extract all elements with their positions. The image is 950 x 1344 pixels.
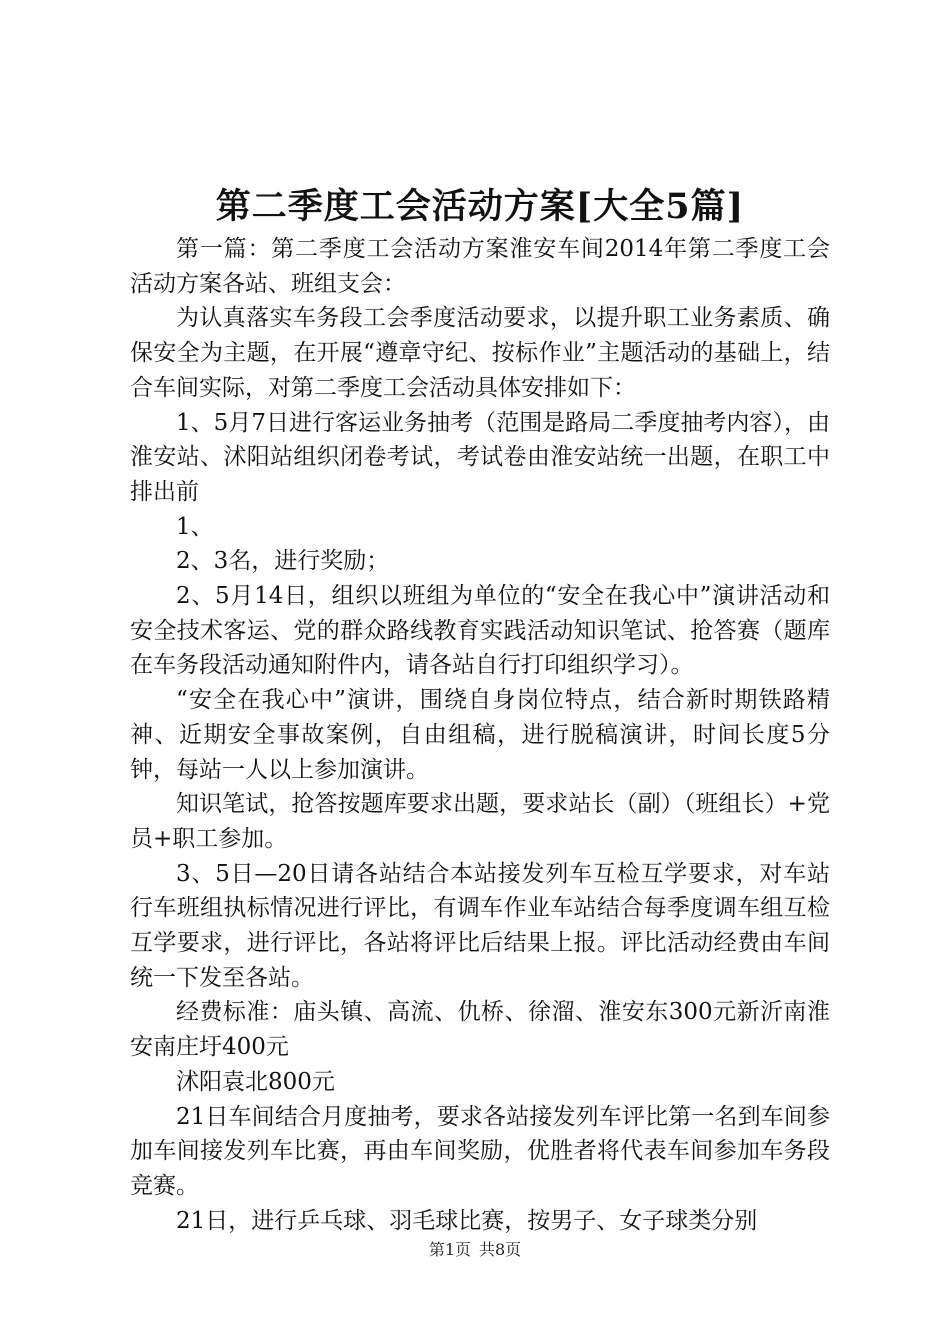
paragraph: 3、5日—20日请各站结合本站接发列车互检互学要求，对车站行车班组执标情况进行评比，有调车作业车站结合每季度调车组互检互学要求，进行评比，各站将评比后结果上报。评比活动经费由车间统一下发至各站。 <box>130 860 830 991</box>
page-total: 共8页 <box>479 1240 522 1259</box>
document-title: 第二季度工会活动方案[大全5篇] <box>215 186 745 227</box>
page-footer <box>0 1239 950 1261</box>
paragraph: 2、3名，进行奖励； <box>176 548 390 575</box>
paragraph: 1、 <box>176 513 214 540</box>
paragraph: 沭阳袁北800元 <box>176 1068 335 1095</box>
paragraph: 为认真落实车务段工会季度活动要求，以提升职工业务素质、确保安全为主题，在开展“遵章守纪、按标作业”主题活动的基础上，结合车间实际，对第二季度工会活动具体安排如下： <box>130 305 830 401</box>
paragraph: “安全在我心中”演讲，围绕自身岗位特点，结合新时期铁路精神、近期安全事故案例，自由组稿，进行脱稿演讲，时间长度5分钟，每站一人以上参加演讲。 <box>130 687 830 783</box>
paragraph: 第一篇：第二季度工会活动方案淮安车间2014年第二季度工会活动方案各站、班组支会： <box>130 236 830 297</box>
paragraph: 2、5月14日，组织以班组为单位的“安全在我心中”演讲活动和安全技术客运、党的群众路线教育实践活动知识笔试、抢答赛（题库在车务段活动通知附件内，请各站自行打印组织学习）。 <box>130 583 830 679</box>
document-body <box>130 232 830 1238</box>
paragraph: 21日车间结合月度抽考，要求各站接发列车评比第一名到车间参加车间接发列车比赛，再由车间奖励，优胜者将代表车间参加车务段竞赛。 <box>130 1103 830 1199</box>
page-number: 第1页 <box>428 1240 471 1259</box>
paragraph: 21日，进行乒乓球、羽毛球比赛，按男子、女子球类分别 <box>176 1207 758 1234</box>
paragraph: 1、5月7日进行客运业务抽考（范围是路局二季度抽考内容），由淮安站、沭阳站组织闭卷考试，考试卷由淮安站统一出题，在职工中排出前 <box>130 409 830 505</box>
paragraph: 知识笔试，抢答按题库要求出题，要求站长（副）（班组长）+党员+职工参加。 <box>130 791 830 852</box>
paragraph: 经费标准：庙头镇、高流、仇桥、徐溜、淮安东300元新沂南淮安南庄圩400元 <box>130 999 830 1061</box>
